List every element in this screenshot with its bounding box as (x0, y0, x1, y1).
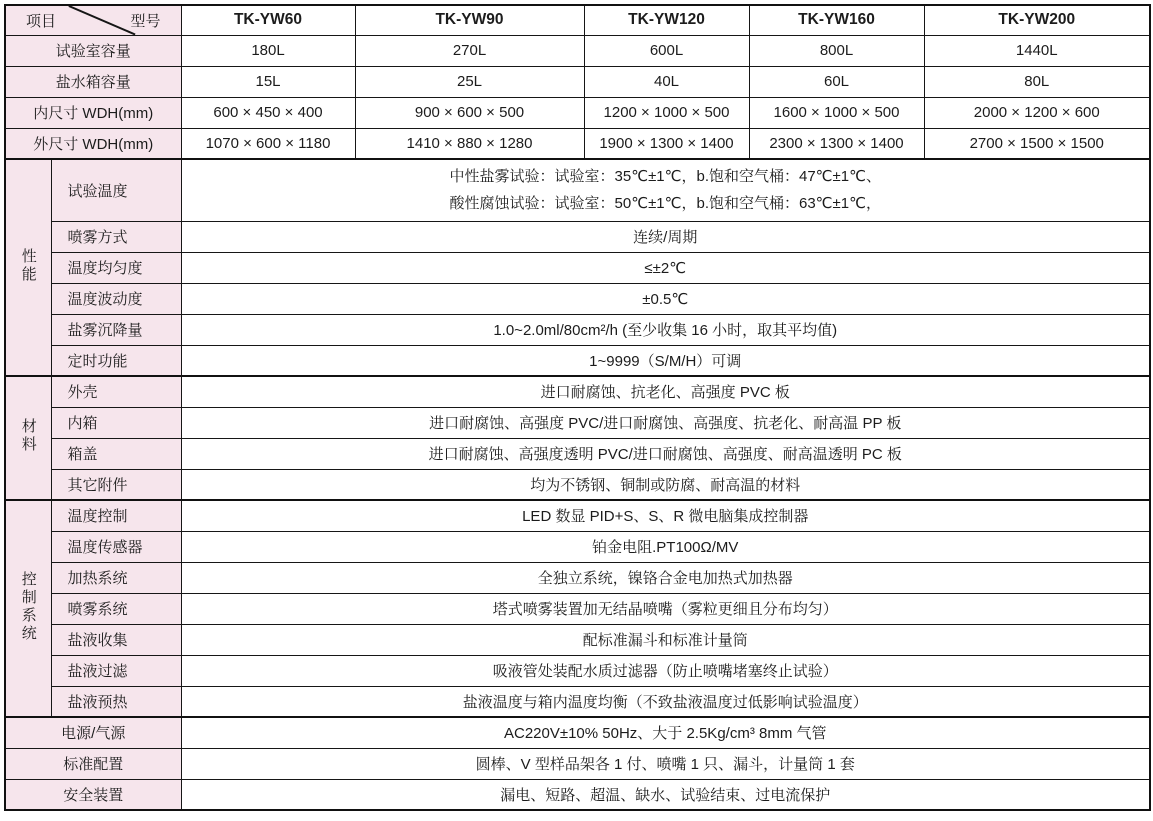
table-row (5, 221, 1150, 252)
corner-header-cell (5, 5, 181, 35)
row-label: 温度传感器 (51, 531, 181, 562)
cell-value: 1~9999（S/M/H）可调 (181, 345, 1150, 376)
cell-value: 配标准漏斗和标准计量筒 (181, 624, 1150, 655)
corner-label-item: 项目 (26, 12, 57, 30)
row-label: 喷雾方式 (51, 221, 181, 252)
table-row (5, 593, 1150, 624)
cell-value: 1900 × 1300 × 1400 (584, 128, 749, 159)
row-label: 内尺寸 WDH(mm) (5, 97, 181, 128)
row-label: 盐液收集 (51, 624, 181, 655)
table-row (5, 562, 1150, 593)
row-label: 盐液预热 (51, 686, 181, 717)
row-label: 温度控制 (51, 500, 181, 531)
group-label-performance: 性能 (5, 159, 51, 376)
spec-table (4, 4, 1151, 811)
model-header: TK-YW60 (181, 5, 355, 35)
row-label: 标准配置 (5, 748, 181, 779)
cell-value: 1440L (924, 35, 1150, 66)
cell-value: 40L (584, 66, 749, 97)
model-header: TK-YW160 (749, 5, 924, 35)
table-row (5, 438, 1150, 469)
row-label: 外壳 (51, 376, 181, 407)
table-row (5, 500, 1150, 531)
row-label: 安全装置 (5, 779, 181, 810)
table-row (5, 748, 1150, 779)
table-row (5, 779, 1150, 810)
table-row (5, 469, 1150, 500)
table-row (5, 686, 1150, 717)
row-label: 试验室容量 (5, 35, 181, 66)
cell-value: 2300 × 1300 × 1400 (749, 128, 924, 159)
cell-value: 2700 × 1500 × 1500 (924, 128, 1150, 159)
cell-value: 600L (584, 35, 749, 66)
cell-value: 270L (355, 35, 584, 66)
table-row (5, 283, 1150, 314)
row-label: 电源/气源 (5, 717, 181, 748)
group-label-materials: 材料 (5, 376, 51, 500)
table-row (5, 128, 1150, 159)
cell-value: 进口耐腐蚀、高强度 PVC/进口耐腐蚀、高强度、抗老化、耐高温 PP 板 (181, 407, 1150, 438)
row-label: 箱盖 (51, 438, 181, 469)
cell-value: LED 数显 PID+S、S、R 微电脑集成控制器 (181, 500, 1150, 531)
table-row (5, 252, 1150, 283)
cell-value: 1600 × 1000 × 500 (749, 97, 924, 128)
cell-value: 60L (749, 66, 924, 97)
row-label: 定时功能 (51, 345, 181, 376)
table-row (5, 624, 1150, 655)
table-row (5, 717, 1150, 748)
cell-value: 180L (181, 35, 355, 66)
group-label-control-system: 控制系统 (5, 500, 51, 717)
row-label: 加热系统 (51, 562, 181, 593)
model-header: TK-YW90 (355, 5, 584, 35)
row-label: 盐水箱容量 (5, 66, 181, 97)
row-label: 外尺寸 WDH(mm) (5, 128, 181, 159)
row-label: 温度均匀度 (51, 252, 181, 283)
cell-value: 进口耐腐蚀、高强度透明 PVC/进口耐腐蚀、高强度、耐高温透明 PC 板 (181, 438, 1150, 469)
row-label: 盐液过滤 (51, 655, 181, 686)
cell-value: 900 × 600 × 500 (355, 97, 584, 128)
table-row (5, 66, 1150, 97)
table-row (5, 35, 1150, 66)
model-header: TK-YW120 (584, 5, 749, 35)
row-label: 试验温度 (51, 159, 181, 221)
cell-value: ≤±2℃ (181, 252, 1150, 283)
table-row (5, 159, 1150, 221)
cell-value: 铂金电阻.PT100Ω/MV (181, 531, 1150, 562)
cell-value: 塔式喷雾装置加无结晶喷嘴（雾粒更细且分布均匀） (181, 593, 1150, 624)
cell-value: 25L (355, 66, 584, 97)
cell-value: 连续/周期 (181, 221, 1150, 252)
table-row (5, 97, 1150, 128)
row-label: 喷雾系统 (51, 593, 181, 624)
cell-value: 2000 × 1200 × 600 (924, 97, 1150, 128)
cell-value: 漏电、短路、超温、缺水、试验结束、过电流保护 (181, 779, 1150, 810)
row-label: 温度波动度 (51, 283, 181, 314)
row-label: 内箱 (51, 407, 181, 438)
row-label: 其它附件 (51, 469, 181, 500)
cell-value: 80L (924, 66, 1150, 97)
table-row (5, 314, 1150, 345)
table-row (5, 376, 1150, 407)
cell-value: 盐液温度与箱内温度均衡（不致盐液温度过低影响试验温度） (181, 686, 1150, 717)
table-row (5, 531, 1150, 562)
model-header: TK-YW200 (924, 5, 1150, 35)
table-row (5, 655, 1150, 686)
row-label: 盐雾沉降量 (51, 314, 181, 345)
cell-value: 1.0~2.0ml/80cm²/h (至少收集 16 小时，取其平均值) (181, 314, 1150, 345)
table-row (5, 407, 1150, 438)
cell-value: 吸液管处装配水质过滤器（防止喷嘴堵塞终止试验） (181, 655, 1150, 686)
cell-value: 均为不锈钢、铜制或防腐、耐高温的材料 (181, 469, 1150, 500)
corner-label-model: 型号 (130, 12, 161, 30)
cell-value: 800L (749, 35, 924, 66)
cell-value: 1200 × 1000 × 500 (584, 97, 749, 128)
cell-value: 1070 × 600 × 1180 (181, 128, 355, 159)
cell-value: 进口耐腐蚀、抗老化、高强度 PVC 板 (181, 376, 1150, 407)
cell-value: 600 × 450 × 400 (181, 97, 355, 128)
cell-value: ±0.5℃ (181, 283, 1150, 314)
cell-value: 全独立系统，镍铬合金电加热式加热器 (181, 562, 1150, 593)
cell-value: 15L (181, 66, 355, 97)
cell-value: 中性盐雾试验：试验室：35℃±1℃，b.饱和空气桶：47℃±1℃、 酸性腐蚀试验：试验室：50℃±1℃，b.饱和空气桶：63℃±1℃， (181, 159, 1150, 221)
cell-value: 1410 × 880 × 1280 (355, 128, 584, 159)
cell-value: AC220V±10% 50Hz、大于 2.5Kg/cm³ 8mm 气管 (181, 717, 1150, 748)
table-row (5, 345, 1150, 376)
cell-value: 圆棒、V 型样品架各 1 付、喷嘴 1 只、漏斗，计量筒 1 套 (181, 748, 1150, 779)
